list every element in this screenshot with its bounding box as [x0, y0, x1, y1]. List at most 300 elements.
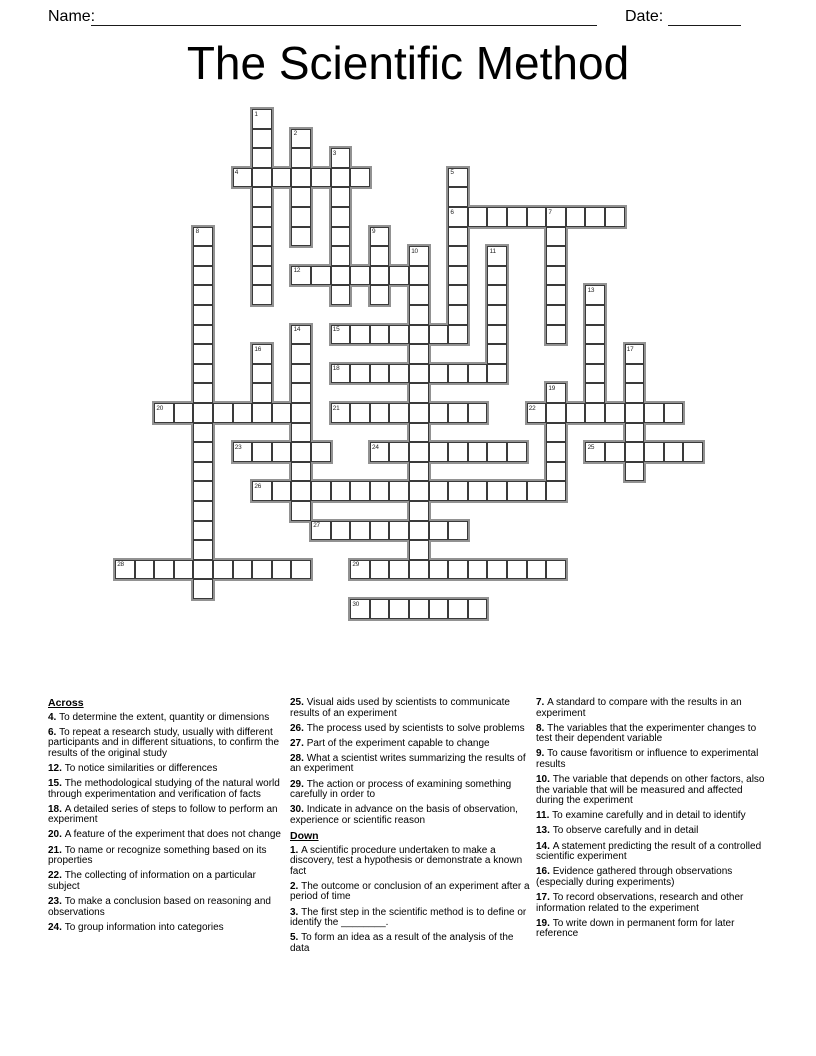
page-title: The Scientific Method: [186, 37, 630, 89]
cell-number: 15: [332, 326, 340, 334]
grid-cell[interactable]: [683, 442, 703, 462]
clue-text: What a scientist writes summarizing the results of an experiment: [290, 752, 526, 775]
clue-number: 6.: [48, 726, 60, 738]
grid-cell[interactable]: [370, 560, 390, 580]
clue-25: [290, 698, 533, 719]
clue-text: To observe carefully and in detail: [552, 825, 699, 837]
grid-cell[interactable]: [546, 462, 566, 482]
grid-cell[interactable]: [331, 521, 351, 541]
clue-23: [48, 897, 286, 918]
clue-text: Indicate in advance on the basis of observation, experience or scientific reason: [290, 804, 518, 826]
grid-cell[interactable]: [252, 148, 272, 168]
grid-cell[interactable]: [448, 560, 468, 580]
cell-number: 11: [489, 247, 496, 255]
grid-cell[interactable]: [370, 266, 390, 286]
grid-cell[interactable]: [409, 285, 429, 305]
clue-text: A statement predicting the result of a controlled scientific experiment: [536, 840, 762, 863]
grid-cell[interactable]: [252, 442, 272, 462]
grid-cell[interactable]: [291, 442, 311, 462]
grid-cell[interactable]: [331, 207, 351, 227]
grid-cell[interactable]: [331, 403, 351, 423]
clue-10: [536, 775, 773, 807]
clues-column-3: [536, 698, 773, 944]
grid-cell[interactable]: [507, 560, 527, 580]
grid-cell[interactable]: [213, 560, 233, 580]
grid-cell[interactable]: [448, 168, 468, 188]
grid-cell[interactable]: [370, 227, 390, 247]
clue-12: [48, 764, 286, 775]
grid-cell[interactable]: [527, 560, 547, 580]
grid-cell[interactable]: [625, 462, 645, 482]
clue-29: [290, 780, 533, 801]
grid-cell[interactable]: [370, 285, 390, 305]
grid-cell[interactable]: [331, 266, 351, 286]
grid-cell[interactable]: [291, 344, 311, 364]
grid-cell[interactable]: [487, 266, 507, 286]
grid-cell[interactable]: [154, 560, 174, 580]
clue-number: 4.: [48, 711, 60, 723]
clue-27: [290, 739, 533, 750]
date-label: Date:: [625, 8, 664, 25]
grid-cell[interactable]: [487, 364, 507, 384]
grid-cell[interactable]: [291, 129, 311, 149]
grid-cell[interactable]: [468, 481, 488, 501]
grid-cell[interactable]: [370, 403, 390, 423]
grid-cell[interactable]: [291, 207, 311, 227]
grid-cell[interactable]: [193, 344, 213, 364]
cell-number: 29: [352, 561, 360, 569]
clue-number: 25.: [290, 697, 307, 708]
clue-number: 15.: [48, 778, 65, 790]
grid-cell[interactable]: [409, 442, 429, 462]
grid-cell[interactable]: [409, 344, 429, 364]
grid-cell[interactable]: [389, 560, 409, 580]
grid-cell[interactable]: [566, 403, 586, 423]
grid-cell[interactable]: [331, 285, 351, 305]
clue-number: 9.: [536, 748, 548, 760]
clue-number: 16.: [536, 866, 553, 878]
grid-cell[interactable]: [331, 187, 351, 207]
grid-cell[interactable]: [252, 187, 272, 207]
grid-cell[interactable]: [370, 325, 390, 345]
grid-cell[interactable]: [487, 207, 507, 227]
grid-cell[interactable]: [331, 246, 351, 266]
grid-cell[interactable]: [625, 383, 645, 403]
grid-cell[interactable]: [546, 481, 566, 501]
grid-cell[interactable]: [389, 521, 409, 541]
grid-cell[interactable]: [389, 481, 409, 501]
clue-30: [290, 805, 533, 826]
grid-cell[interactable]: [350, 481, 370, 501]
clue-number: 3.: [290, 906, 302, 918]
grid-cell[interactable]: [193, 442, 213, 462]
grid-cell[interactable]: [468, 207, 488, 227]
grid-cell[interactable]: [252, 383, 272, 403]
grid-cell[interactable]: [370, 364, 390, 384]
grid-cell[interactable]: [291, 325, 311, 345]
grid-cell[interactable]: [350, 599, 370, 619]
across-heading: Across: [48, 697, 84, 709]
grid-cell[interactable]: [272, 560, 292, 580]
grid-cell[interactable]: [350, 521, 370, 541]
grid-cell[interactable]: [527, 403, 547, 423]
grid-cell[interactable]: [546, 403, 566, 423]
grid-cell[interactable]: [507, 207, 527, 227]
grid-cell[interactable]: [193, 325, 213, 345]
grid-cell[interactable]: [350, 403, 370, 423]
clue-13: [536, 826, 773, 837]
clue-28: [290, 754, 533, 775]
cell-number: 24: [371, 443, 379, 451]
grid-cell[interactable]: [252, 109, 272, 129]
grid-cell[interactable]: [546, 325, 566, 345]
grid-cell[interactable]: [174, 403, 194, 423]
name-label: Name:: [48, 8, 96, 25]
grid-cell[interactable]: [546, 442, 566, 462]
grid-cell[interactable]: [389, 599, 409, 619]
grid-cell[interactable]: [331, 481, 351, 501]
grid-cell[interactable]: [233, 403, 253, 423]
cell-number: 4: [234, 169, 239, 177]
grid-cell[interactable]: [429, 599, 449, 619]
grid-cell[interactable]: [311, 521, 331, 541]
clue-text: The collecting of information on a particular subject: [48, 870, 256, 892]
grid-cell[interactable]: [585, 344, 605, 364]
clue-number: 24.: [48, 921, 65, 933]
grid-cell[interactable]: [487, 246, 507, 266]
grid-cell[interactable]: [233, 168, 253, 188]
grid-cell[interactable]: [448, 481, 468, 501]
grid-cell[interactable]: [193, 560, 213, 580]
grid-cell[interactable]: [350, 325, 370, 345]
grid-cell[interactable]: [487, 344, 507, 364]
grid-cell[interactable]: [546, 207, 566, 227]
grid-cell[interactable]: [546, 560, 566, 580]
grid-cell[interactable]: [193, 246, 213, 266]
grid-cell[interactable]: [487, 442, 507, 462]
grid-cell[interactable]: [291, 227, 311, 247]
cell-number: 6: [450, 208, 454, 216]
grid-cell[interactable]: [193, 364, 213, 384]
clue-number: 11.: [536, 810, 553, 822]
grid-cell[interactable]: [291, 266, 311, 286]
cell-number: 2: [293, 130, 297, 138]
grid-cell[interactable]: [252, 266, 272, 286]
grid-cell[interactable]: [331, 148, 351, 168]
clue-text: The action or process of examining something carefully in order to: [290, 778, 512, 801]
grid-cell[interactable]: [291, 560, 311, 580]
clue-number: 13.: [536, 825, 553, 837]
grid-cell[interactable]: [291, 501, 311, 521]
cell-number: 25: [587, 443, 595, 451]
grid-cell[interactable]: [291, 423, 311, 443]
cell-number: 20: [156, 404, 164, 412]
clue-text: The outcome or conclusion of an experiment after a period of time: [290, 880, 530, 903]
grid-cell[interactable]: [409, 462, 429, 482]
grid-cell[interactable]: [291, 187, 311, 207]
grid-cell[interactable]: [409, 501, 429, 521]
grid-cell[interactable]: [409, 423, 429, 443]
grid-cell[interactable]: [291, 383, 311, 403]
grid-cell[interactable]: [252, 403, 272, 423]
grid-cell[interactable]: [487, 560, 507, 580]
grid-cell[interactable]: [193, 501, 213, 521]
grid-cell[interactable]: [193, 521, 213, 541]
clue-8: [536, 724, 773, 745]
cell-number: 22: [528, 404, 536, 412]
grid-cell[interactable]: [644, 442, 664, 462]
grid-cell[interactable]: [193, 266, 213, 286]
clue-number: 14.: [536, 840, 553, 852]
grid-cell[interactable]: [625, 364, 645, 384]
clue-number: 1.: [290, 844, 302, 856]
grid-cell[interactable]: [429, 521, 449, 541]
grid-cell[interactable]: [135, 560, 155, 580]
grid-cell[interactable]: [272, 168, 292, 188]
clue-2: [290, 882, 533, 903]
grid-cell[interactable]: [527, 207, 547, 227]
grid-cell[interactable]: [546, 285, 566, 305]
grid-cell[interactable]: [252, 227, 272, 247]
grid-cell[interactable]: [409, 305, 429, 325]
grid-cell[interactable]: [409, 481, 429, 501]
grid-cell[interactable]: [233, 442, 253, 462]
grid-cell[interactable]: [487, 325, 507, 345]
grid-cell[interactable]: [546, 423, 566, 443]
grid-cell[interactable]: [193, 579, 213, 599]
grid-cell[interactable]: [252, 129, 272, 149]
clue-text: Visual aids used by scientists to communicate results of an experiment: [290, 697, 510, 719]
clue-text: A scientific procedure undertaken to make a discovery, test a hypothesis or demonstrate a known fact: [290, 844, 523, 877]
grid-cell[interactable]: [448, 325, 468, 345]
grid-cell[interactable]: [468, 560, 488, 580]
grid-cell[interactable]: [487, 481, 507, 501]
crossword-grid: [115, 109, 705, 621]
grid-cell[interactable]: [193, 305, 213, 325]
grid-cell[interactable]: [193, 403, 213, 423]
grid-cell[interactable]: [370, 442, 390, 462]
grid-cell[interactable]: [233, 560, 253, 580]
name-blank-line[interactable]: [91, 24, 597, 26]
grid-cell[interactable]: [252, 246, 272, 266]
grid-cell[interactable]: [664, 442, 684, 462]
grid-cell[interactable]: [585, 383, 605, 403]
grid-cell[interactable]: [193, 540, 213, 560]
grid-cell[interactable]: [311, 481, 331, 501]
grid-cell[interactable]: [409, 403, 429, 423]
grid-cell[interactable]: [252, 481, 272, 501]
grid-cell[interactable]: [585, 364, 605, 384]
grid-cell[interactable]: [193, 481, 213, 501]
grid-cell[interactable]: [585, 285, 605, 305]
grid-cell[interactable]: [389, 403, 409, 423]
grid-cell[interactable]: [272, 403, 292, 423]
grid-cell[interactable]: [468, 403, 488, 423]
grid-cell[interactable]: [252, 364, 272, 384]
clue-text: To repeat a research study, usually with different participants and in different situations, to confirm the results of the original study: [48, 726, 280, 759]
grid-cell[interactable]: [429, 325, 449, 345]
grid-cell[interactable]: [389, 442, 409, 462]
grid-cell[interactable]: [311, 168, 331, 188]
grid-cell[interactable]: [291, 481, 311, 501]
clue-3: [290, 908, 533, 929]
grid-cell[interactable]: [409, 521, 429, 541]
grid-cell[interactable]: [193, 383, 213, 403]
cell-number: 16: [254, 345, 262, 353]
grid-cell[interactable]: [389, 266, 409, 286]
grid-cell[interactable]: [468, 599, 488, 619]
grid-cell[interactable]: [115, 560, 135, 580]
cell-number: 18: [332, 365, 340, 373]
grid-cell[interactable]: [409, 540, 429, 560]
grid-cell[interactable]: [409, 383, 429, 403]
grid-cell[interactable]: [448, 442, 468, 462]
clue-20: [48, 830, 286, 841]
cell-number: 9: [371, 228, 376, 236]
grid-cell[interactable]: [429, 481, 449, 501]
grid-cell[interactable]: [625, 423, 645, 443]
grid-cell[interactable]: [350, 560, 370, 580]
grid-cell[interactable]: [291, 364, 311, 384]
grid-cell[interactable]: [311, 442, 331, 462]
grid-cell[interactable]: [429, 403, 449, 423]
grid-cell[interactable]: [507, 481, 527, 501]
grid-cell[interactable]: [429, 442, 449, 462]
grid-cell[interactable]: [331, 325, 351, 345]
clues-column-2: [290, 698, 533, 959]
grid-cell[interactable]: [291, 168, 311, 188]
grid-cell[interactable]: [252, 207, 272, 227]
grid-cell[interactable]: [468, 364, 488, 384]
grid-cell[interactable]: [154, 403, 174, 423]
grid-cell[interactable]: [625, 442, 645, 462]
grid-cell[interactable]: [546, 305, 566, 325]
grid-cell[interactable]: [487, 285, 507, 305]
clue-number: 27.: [290, 737, 307, 749]
grid-cell[interactable]: [448, 285, 468, 305]
grid-cell[interactable]: [272, 481, 292, 501]
grid-cell[interactable]: [448, 266, 468, 286]
cell-number: 30: [352, 600, 360, 608]
grid-cell[interactable]: [331, 227, 351, 247]
grid-cell[interactable]: [272, 442, 292, 462]
grid-cell[interactable]: [331, 168, 351, 188]
clue-16: [536, 867, 773, 888]
cell-number: 19: [548, 384, 556, 392]
cell-number: 10: [411, 247, 418, 255]
grid-cell[interactable]: [389, 325, 409, 345]
clue-26: [290, 724, 533, 735]
clue-5: [290, 933, 533, 954]
grid-cell[interactable]: [448, 227, 468, 247]
grid-cell[interactable]: [370, 246, 390, 266]
grid-cell[interactable]: [370, 481, 390, 501]
grid-cell[interactable]: [625, 344, 645, 364]
grid-cell[interactable]: [213, 403, 233, 423]
grid-cell[interactable]: [429, 364, 449, 384]
grid-cell[interactable]: [370, 521, 390, 541]
grid-cell[interactable]: [350, 266, 370, 286]
grid-cell[interactable]: [585, 207, 605, 227]
grid-cell[interactable]: [487, 305, 507, 325]
grid-cell[interactable]: [448, 521, 468, 541]
cell-number: 26: [254, 482, 262, 490]
grid-cell[interactable]: [507, 442, 527, 462]
cell-number: 1: [254, 110, 258, 118]
grid-cell[interactable]: [193, 462, 213, 482]
grid-cell[interactable]: [350, 168, 370, 188]
grid-cell[interactable]: [311, 266, 331, 286]
grid-cell[interactable]: [605, 207, 625, 227]
grid-cell[interactable]: [448, 187, 468, 207]
grid-cell[interactable]: [585, 442, 605, 462]
grid-cell[interactable]: [625, 403, 645, 423]
grid-cell[interactable]: [585, 305, 605, 325]
grid-cell[interactable]: [527, 481, 547, 501]
grid-cell[interactable]: [350, 364, 370, 384]
grid-cell[interactable]: [252, 344, 272, 364]
clue-number: 12.: [48, 762, 65, 774]
grid-cell[interactable]: [546, 266, 566, 286]
grid-cell[interactable]: [605, 403, 625, 423]
grid-cell[interactable]: [252, 560, 272, 580]
grid-cell[interactable]: [546, 383, 566, 403]
grid-cell[interactable]: [448, 207, 468, 227]
cell-number: 28: [117, 561, 124, 569]
grid-cell[interactable]: [409, 246, 429, 266]
grid-cell[interactable]: [664, 403, 684, 423]
grid-cell[interactable]: [252, 168, 272, 188]
grid-cell[interactable]: [291, 462, 311, 482]
grid-cell[interactable]: [409, 266, 429, 286]
grid-cell[interactable]: [644, 403, 664, 423]
clue-text: The process used by scientists to solve problems: [306, 722, 525, 734]
grid-cell[interactable]: [448, 246, 468, 266]
grid-cell[interactable]: [174, 560, 194, 580]
grid-cell[interactable]: [429, 560, 449, 580]
grid-cell[interactable]: [409, 325, 429, 345]
grid-cell[interactable]: [585, 403, 605, 423]
grid-cell[interactable]: [193, 423, 213, 443]
grid-cell[interactable]: [389, 364, 409, 384]
grid-cell[interactable]: [291, 148, 311, 168]
grid-cell[interactable]: [409, 599, 429, 619]
grid-cell[interactable]: [252, 285, 272, 305]
clue-number: 23.: [48, 895, 65, 907]
grid-cell[interactable]: [585, 325, 605, 345]
clue-7: [536, 698, 773, 719]
grid-cell[interactable]: [370, 599, 390, 619]
grid-cell[interactable]: [605, 442, 625, 462]
grid-cell[interactable]: [193, 285, 213, 305]
date-blank-line[interactable]: [668, 24, 741, 26]
grid-cell[interactable]: [546, 246, 566, 266]
grid-cell[interactable]: [566, 207, 586, 227]
grid-cell[interactable]: [448, 364, 468, 384]
grid-cell[interactable]: [331, 364, 351, 384]
grid-cell[interactable]: [193, 227, 213, 247]
grid-cell[interactable]: [291, 403, 311, 423]
grid-cell[interactable]: [448, 403, 468, 423]
grid-cell[interactable]: [448, 305, 468, 325]
grid-cell[interactable]: [409, 560, 429, 580]
grid-cell[interactable]: [468, 442, 488, 462]
grid-cell[interactable]: [546, 227, 566, 247]
grid-cell[interactable]: [448, 599, 468, 619]
cell-number: 14: [293, 326, 301, 334]
grid-cell[interactable]: [409, 364, 429, 384]
cell-number: 27: [313, 522, 320, 530]
